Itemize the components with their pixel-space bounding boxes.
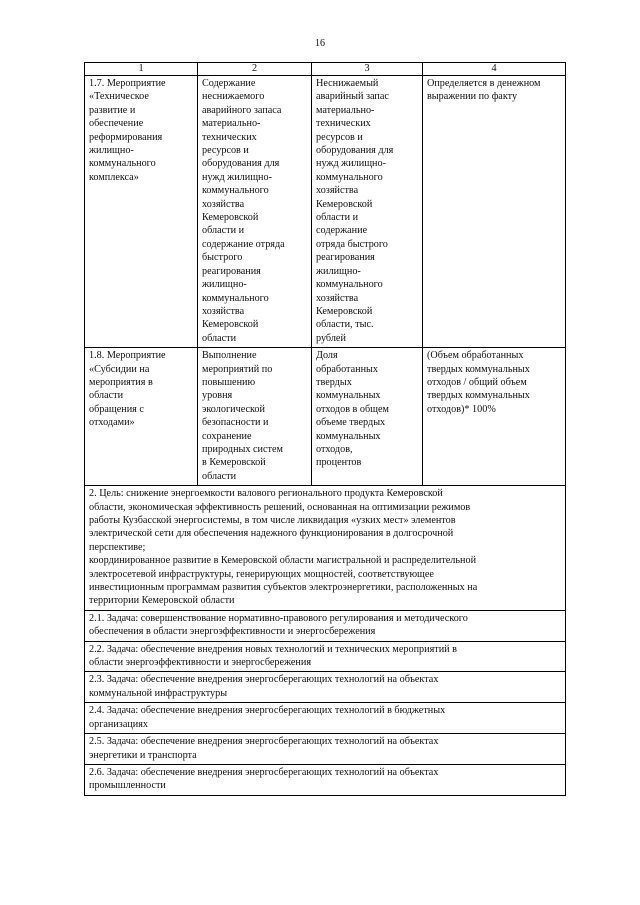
task-row bbox=[85, 703, 566, 734]
column-number-3: 3 bbox=[312, 63, 423, 76]
task-row bbox=[85, 764, 566, 795]
task-2-1: 2.1. Задача: совершенствование нормативно-правового регулирования и методического обеспечения в области энергоэффективности и энергосбережения bbox=[85, 610, 566, 641]
measure-description-cell: Содержание неснижаемого аварийного запаса материально- технических ресурсов и оборудования для нужд жилищно- коммунального хозяйства Кемеровской области и содержание отряда быстрого реагирования жилищно- коммунального хозяйства Кемеровской области bbox=[198, 76, 312, 348]
calculation-method-cell: Определяется в денежном выражении по факту bbox=[423, 76, 566, 348]
goal-row bbox=[85, 486, 566, 611]
task-2-3: 2.3. Задача: обеспечение внедрения энергосберегающих технологий на объектах коммунальной инфраструктуры bbox=[85, 672, 566, 703]
indicator-cell: Доля обработанных твердых коммунальных отходов в общем объеме твердых коммунальных отходов, процентов bbox=[312, 348, 423, 486]
task-row bbox=[85, 610, 566, 641]
task-2-6: 2.6. Задача: обеспечение внедрения энергосберегающих технологий на объектах промышленности bbox=[85, 764, 566, 795]
task-2-4: 2.4. Задача: обеспечение внедрения энергосберегающих технологий в бюджетных организациях bbox=[85, 703, 566, 734]
column-number-4: 4 bbox=[423, 63, 566, 76]
measure-name-cell: 1.8. Мероприятие «Субсидии на мероприятия в области обращения с отходами» bbox=[85, 348, 198, 486]
goal-text: 2. Цель: снижение энергоемкости валового регионального продукта Кемеровской области, экономическая эффективность решений, основанная на оптимизации режимов работы Кузбасской энергосистемы, в том числе ликвидация «узких мест» элементов электрической сети для обеспечения надежного функционирования в долгосрочной перспективе; координированное развитие в Кемеровской области магистральной и распределительной электросетевой инфраструктуры, генерирующих мощностей, соответствующее инвестиционным программам развития субъектов электроэнергетики, расположенных на территории Кемеровской области bbox=[85, 486, 566, 611]
task-2-2: 2.2. Задача: обеспечение внедрения новых технологий и технических мероприятий в области энергоэффективности и энергосбережения bbox=[85, 641, 566, 672]
task-2-5: 2.5. Задача: обеспечение внедрения энергосберегающих технологий на объектах энергетики и транспорта bbox=[85, 734, 566, 765]
task-row bbox=[85, 734, 566, 765]
table-row-measure-1-7 bbox=[85, 76, 566, 348]
table-row-measure-1-8 bbox=[85, 348, 566, 486]
task-row bbox=[85, 641, 566, 672]
column-number-2: 2 bbox=[198, 63, 312, 76]
table-header-row bbox=[85, 63, 566, 76]
measure-description-cell: Выполнение мероприятий по повышению уровня экологической безопасности и сохранение природных систем в Кемеровской области bbox=[198, 348, 312, 486]
column-number-1: 1 bbox=[85, 63, 198, 76]
task-row bbox=[85, 672, 566, 703]
indicator-cell: Неснижаемый аварийный запас материально- технических ресурсов и оборудования для нужд жилищно- коммунального хозяйства Кемеровской области и содержание отряда быстрого реагирования жилищно- коммунального хозяйства Кемеровской области, тыс. рублей bbox=[312, 76, 423, 348]
calculation-method-cell: (Объем обработанных твердых коммунальных отходов / общий объем твердых коммунальных отходов)* 100% bbox=[423, 348, 566, 486]
measure-name-cell: 1.7. Мероприятие «Техническое развитие и обеспечение реформирования жилищно- коммунального комплекса» bbox=[85, 76, 198, 348]
page-number: 16 bbox=[315, 38, 325, 49]
program-table bbox=[84, 62, 566, 796]
